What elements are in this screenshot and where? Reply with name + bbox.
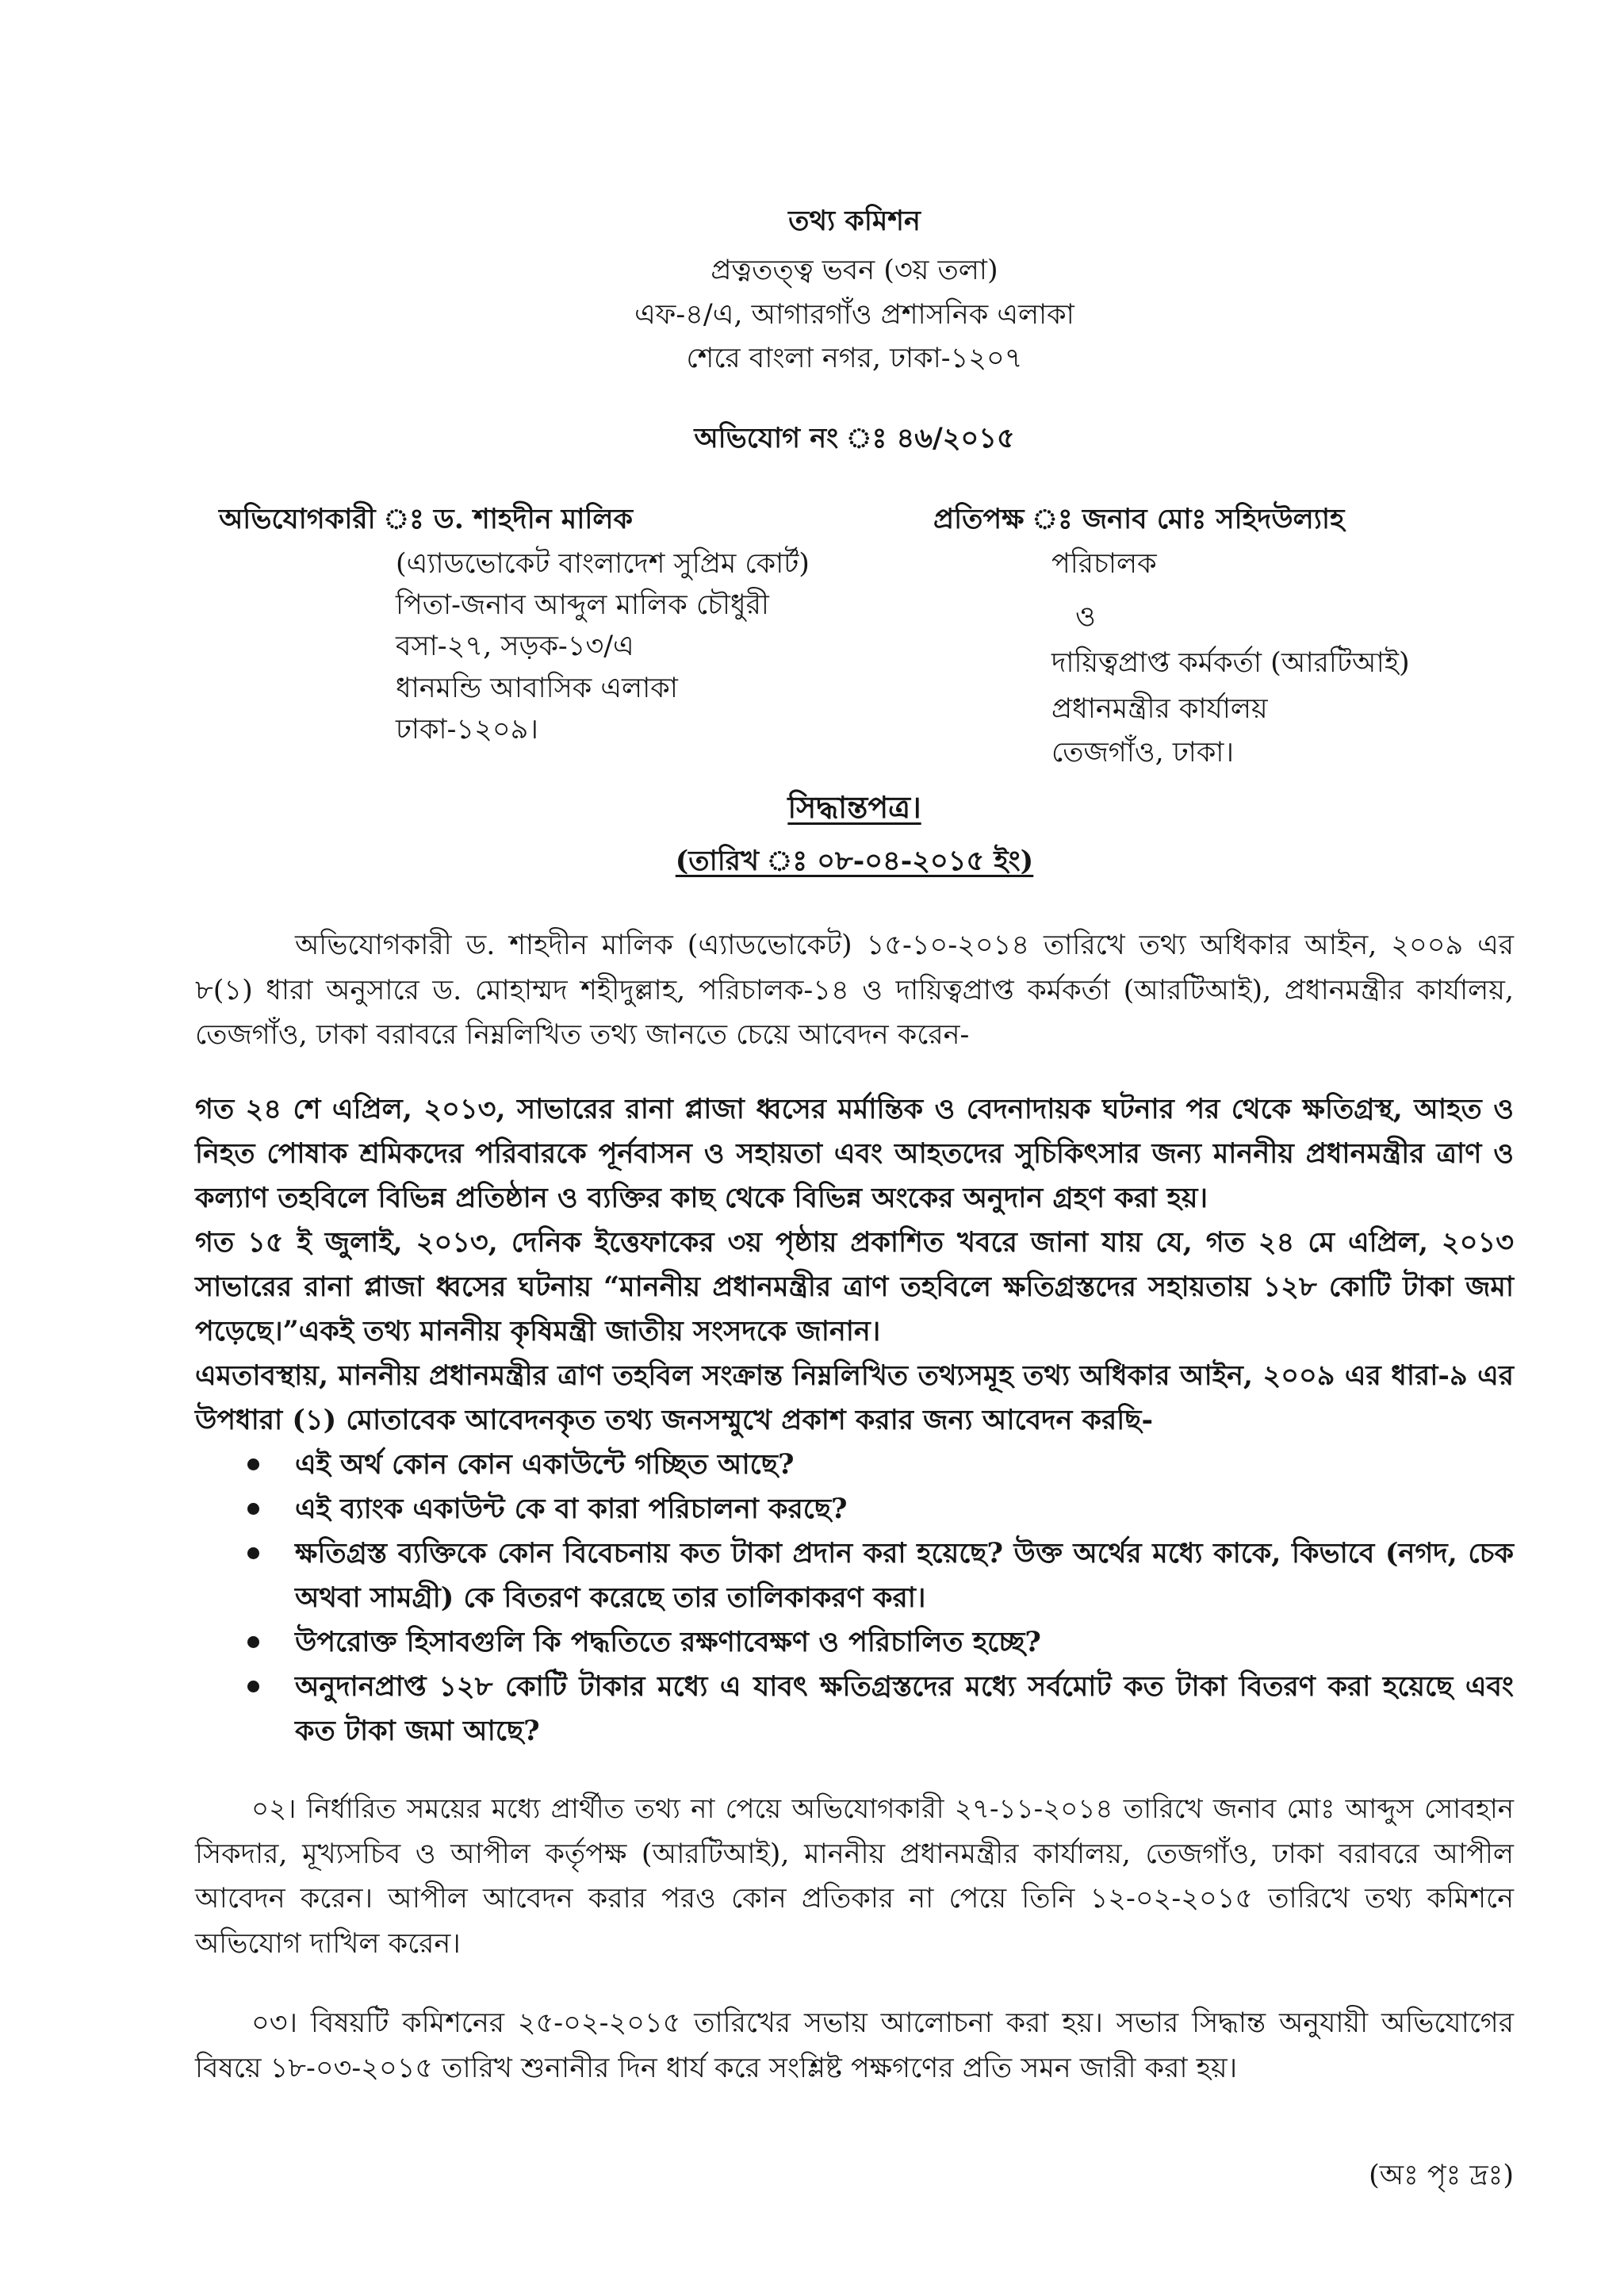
complainant-detail: পিতা-জনাব আব্দুল মালিক চৌধুরী [396,589,769,621]
list-item [195,1620,1514,1665]
complainant-detail: ঢাকা-১২০৯। [396,714,538,746]
address-line: শেরে বাংলা নগর, ঢাকা-১২০৭ [686,343,1023,374]
decision-date: (তারিখ ঃ ০৮-০৪-২০১৫ ইং) [675,845,1034,877]
list-item-line: ক্ষতিগ্রস্ত ব্যক্তিকে কোন বিবেচনায় কত টাকা প্রদান করা হয়েছে? উক্ত অর্থের মধ্যে কাকে, কিভাবে (নগদ, চেক [295,1537,1514,1570]
list-item-line: এই অর্থ কোন কোন একাউন্টে গচ্ছিত আছে? [295,1448,795,1481]
paragraph-line: ০২। নির্ধারিত সময়ের মধ্যে প্রার্থীত তথ্য না পেয়ে অভিযোগকারী ২৭-১১-২০১৪ তারিখে জনাব মোঃ আব্দুস সোবহান [251,1793,1514,1825]
paragraph-line: সিকদার, মূখ্যসচিব ও আপীল কর্তৃপক্ষ (আরটিআই), মাননীয় প্রধানমন্ত্রীর কার্যালয়, তেজগাঁও, ঢাকা বরাবরে আপীল [195,1838,1514,1870]
respondent-detail: দায়িত্বপ্রাপ্ত কর্মকর্তা (আরটিআই) [1051,647,1410,679]
paragraph-line: কল্যাণ তহবিলে বিভিন্ন প্রতিষ্ঠান ও ব্যক্তির কাছ থেকে বিভিন্ন অংকের অনুদান গ্রহণ করা হয়। [195,1182,1208,1214]
complainant-label: অভিযোগকারী ঃ ড. শাহদীন মালিক [219,503,633,535]
respondent-detail: প্রধানমন্ত্রীর কার্যালয় [1051,693,1268,725]
address-line: এফ-৪/এ, আগারগাঁও প্রশাসনিক এলাকা [634,299,1074,331]
requested-info-list [195,1443,1514,1754]
org-name: তথ্য কমিশন [788,205,921,237]
paragraph-02 [195,1787,1514,1966]
paragraph-line: নিহত পোষাক শ্রমিকদের পরিবারকে পূর্নবাসন ও সহায়তা এবং আহতদের সুচিকিৎসার জন্য মাননীয় প্রধানমন্ত্রীর ত্রাণ ও [195,1137,1514,1170]
intro-paragraph [195,923,1514,1058]
respondent-detail: ও [1075,601,1096,633]
list-item-line: অথবা সামগ্রী) কে বিতরণ করেছে তার তালিকাকরণ করা। [295,1581,926,1614]
list-item-line: অনুদানপ্রাপ্ত ১২৮ কোটি টাকার মধ্যে এ যাবৎ ক্ষতিগ্রস্তদের মধ্যে সর্বমোট কত টাকা বিতরণ করা হয়েছে এবং [295,1670,1514,1703]
paragraph-line: উপধারা (১) মোতাবেক আবেদনকৃত তথ্য জনসম্মুখে প্রকাশ করার জন্য আবেদন করছি- [195,1404,1154,1436]
list-item-line: উপরোক্ত হিসাবগুলি কি পদ্ধতিতে রক্ষণাবেক্ষণ ও পরিচালিত হচ্ছে? [295,1626,1041,1658]
complaint-number: অভিযোগ নং ঃ ৪৬/২০১৫ [694,422,1015,454]
respondent-label: প্রতিপক্ষ ঃ জনাব মোঃ সহিদউল্যাহ [933,503,1345,535]
bullet-icon [247,1458,259,1470]
address-line: প্রত্নতত্ত্ব ভবন (৩য় তলা) [710,255,998,286]
paragraph-line: গত ১৫ ই জুলাই, ২০১৩, দেনিক ইত্তেফাকের ৩য় পৃষ্ঠায় প্রকাশিত খবরে জানা যায় যে, গত ২৪ মে এপ্রিল, ২০১৩ [195,1226,1514,1259]
respondent-detail: তেজগাঁও, ঢাকা। [1051,737,1234,769]
paragraph-line: ০৩। বিষয়টি কমিশনের ২৫-০২-২০১৫ তারিখের সভায় আলোচনা করা হয়। সভার সিদ্ধান্ত অনুযায়ী অভিযোগের [251,2007,1514,2039]
decision-title: সিদ্ধান্তপত্র। [787,789,921,825]
paragraph-03 [195,2001,1514,2091]
list-item [195,1443,1514,1487]
continued-note: (অঃ পৃঃ দ্রঃ) [1369,2160,1514,2191]
bullet-icon [247,1547,259,1559]
bullet-icon [247,1681,259,1692]
complainant-detail: ধানমন্ডি আবাসিক এলাকা [396,673,678,704]
request-text [195,1087,1514,1443]
list-item-line: কত টাকা জমা আছে? [295,1715,540,1747]
list-item [195,1531,1514,1620]
paragraph-line: তেজগাঁও, ঢাকা বরাবরে নিম্নলিখিত তথ্য জানতে চেয়ে আবেদন করেন- [195,1019,970,1051]
list-item [195,1487,1514,1531]
bullet-icon [247,1503,259,1515]
complainant-detail: (এ্যাডভোকেট বাংলাদেশ সুপ্রিম কোর্ট) [396,548,810,580]
complainant-detail: বসা-২৭, সড়ক-১৩/এ [396,631,634,662]
paragraph-line: গত ২৪ শে এপ্রিল, ২০১৩, সাভারের রানা প্লাজা ধ্বসের মর্মান্তিক ও বেদনাদায়ক ঘটনার পর থেকে ক্ষতিগ্রস্থ, আহত ও [195,1093,1514,1125]
paragraph-line: সাভারের রানা প্লাজা ধ্বসের ঘটনায় “মাননীয় প্রধানমন্ত্রীর ত্রাণ তহবিলে ক্ষতিগ্রস্তদের সহায়তায় ১২৮ কোটি টাকা জমা [195,1271,1514,1303]
paragraph-line: বিষয়ে ১৮-০৩-২০১৫ তারিখ শুনানীর দিন ধার্য করে সংশ্লিষ্ট পক্ষগণের প্রতি সমন জারী করা হয়। [195,2052,1238,2084]
list-item [195,1665,1514,1754]
respondent-detail: পরিচালক [1051,548,1157,580]
paragraph-line: অভিযোগ দাখিল করেন। [195,1927,461,1960]
paragraph-line: অভিযোগকারী ড. শাহদীন মালিক (এ্যাডভোকেট) ১৫-১০-২০১৪ তারিখে তথ্য অধিকার আইন, ২০০৯ এর [295,930,1514,961]
paragraph-line: ৮(১) ধারা অনুসারে ড. মোহাম্মদ শহীদুল্লাহ, পরিচালক-১৪ ও দায়িত্বপ্রাপ্ত কর্মকর্তা (আরটিআই), প্রধানমন্ত্রীর কার্যালয়, [195,974,1514,1006]
paragraph-line: পড়েছে।”একই তথ্য মাননীয় কৃষিমন্ত্রী জাতীয় সংসদকে জানান। [195,1315,881,1347]
list-item-line: এই ব্যাংক একাউন্ট কে বা কারা পরিচালনা করছে? [295,1493,848,1525]
bullet-icon [247,1636,259,1648]
paragraph-line: আবেদন করেন। আপীল আবেদন করার পরও কোন প্রতিকার না পেয়ে তিনি ১২-০২-২০১৫ তারিখে তথ্য কমিশনে [195,1883,1514,1915]
paragraph-line: এমতাবস্থায়, মাননীয় প্রধানমন্ত্রীর ত্রাণ তহবিল সংক্রান্ত নিম্নলিখিত তথ্যসমূহ তথ্য অধিকার আইন, ২০০৯ এর ধারা-৯ এর [195,1359,1515,1392]
